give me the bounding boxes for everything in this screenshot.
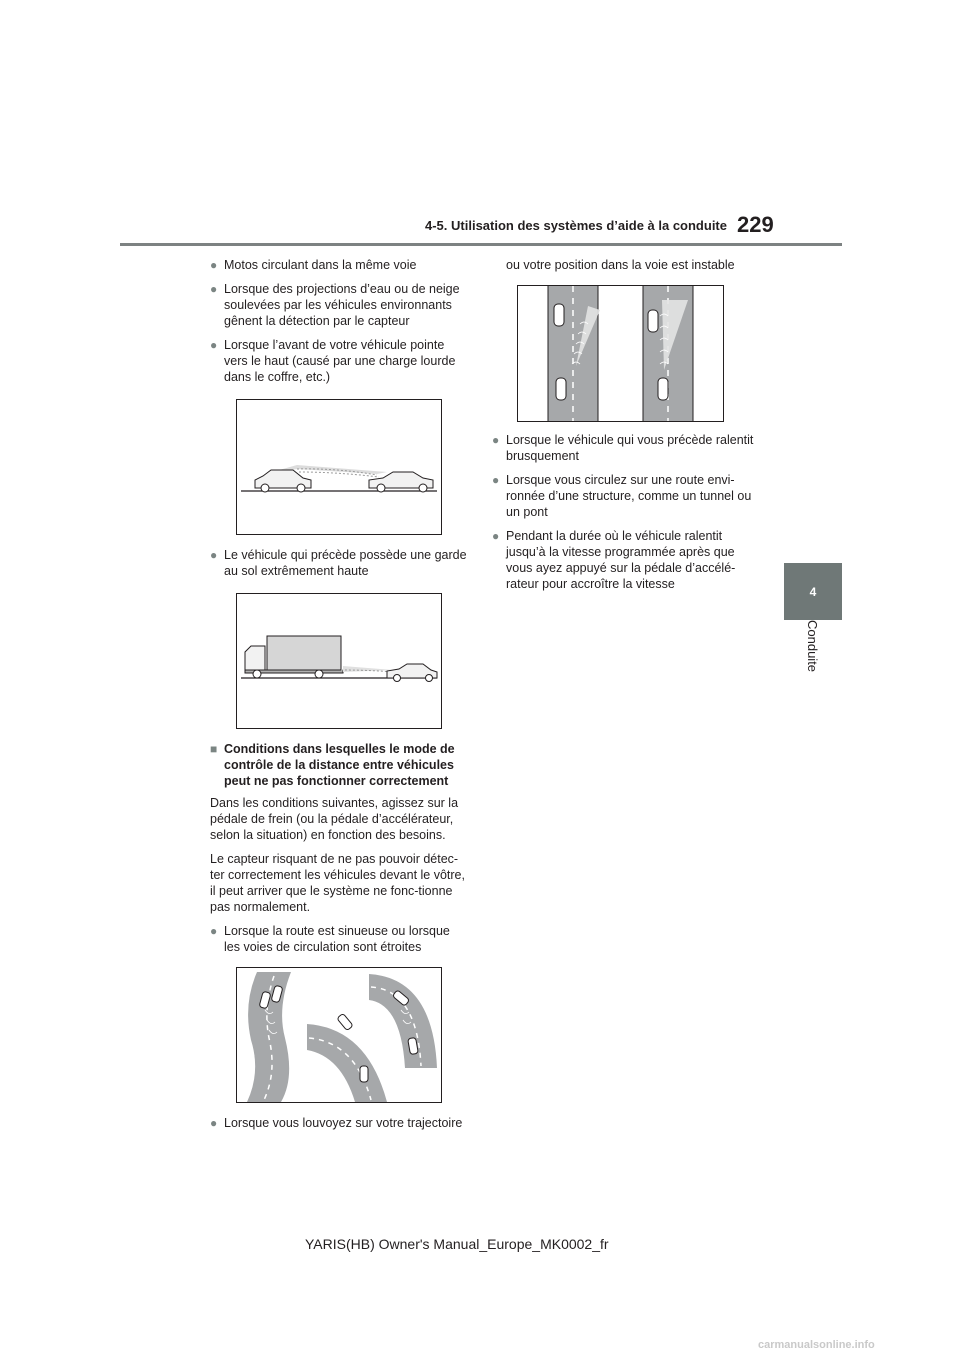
weaving-lanes-illustration	[518, 286, 723, 421]
bullet-icon: ●	[210, 338, 218, 352]
bullet-item	[492, 432, 754, 464]
paragraph: Le capteur risquant de ne pas pouvoir détec-ter correctement les véhicules devant le vôtre, il peut arriver que le système ne fonc-tionne pas normalement.	[210, 852, 465, 914]
footer-manual-id: YARIS(HB) Owner's Manual_Europe_MK0002_fr	[305, 1236, 609, 1252]
heading-text: Conditions dans lesquelles le mode de contrôle de la distance entre véhicules peut ne pas fonctionner correctement	[224, 742, 455, 788]
left-column	[210, 257, 468, 1139]
bullet-icon: ●	[492, 473, 500, 487]
bullet-text: Motos circulant dans la même voie	[224, 258, 417, 272]
bullet-text: Pendant la durée où le véhicule ralentit jusqu’à la vitesse programmée après que vous ayez appuyé sur la pédale d’accélé-rateur pour accroître la vitesse	[506, 529, 736, 591]
car-icon	[387, 664, 437, 682]
leading-car-icon	[369, 472, 433, 492]
bullet-item	[210, 281, 468, 329]
bullet-text: Lorsque vous louvoyez sur votre trajectoire	[224, 1116, 463, 1130]
bullet-item	[210, 1115, 468, 1131]
truck-icon	[245, 636, 343, 678]
bullet-icon: ●	[210, 924, 218, 938]
paragraph: Dans les conditions suivantes, agissez sur la pédale de frein (ou la pédale d’accélérateur, selon la situation) en fonction des besoins.	[210, 796, 459, 842]
continuation-text: ou votre position dans la voie est instable	[506, 258, 735, 272]
figure-weaving-lanes	[517, 285, 724, 422]
bullet-text: Lorsque des projections d’eau ou de neige soulevées par les véhicules environnants gênent la détection par le capteur	[224, 282, 460, 328]
bullet-text: Lorsque la route est sinueuse ou lorsque les voies de circulation sont étroites	[224, 924, 450, 954]
right-column	[492, 257, 754, 600]
bullet-item	[492, 472, 754, 520]
bullet-item	[210, 547, 468, 579]
chapter-tab	[784, 563, 842, 620]
section-heading	[210, 741, 468, 789]
watermark: carmanualsonline.info	[758, 1339, 875, 1351]
header-rule	[120, 243, 842, 246]
bullet-icon: ●	[210, 282, 218, 296]
heading-square-icon: ■	[210, 742, 218, 756]
truck-illustration	[237, 594, 441, 728]
winding-road-illustration	[237, 968, 441, 1102]
bullet-item	[492, 528, 754, 592]
bullet-icon: ●	[492, 529, 500, 543]
chapter-label: Conduite	[805, 620, 820, 673]
chapter-label-container	[805, 620, 825, 700]
figure-nose-up-car	[236, 399, 442, 535]
section-title: 4-5. Utilisation des systèmes d’aide à la conduite	[425, 218, 727, 233]
bullet-text: Lorsque vous circulez sur une route envi-ronnée d’une structure, comme un tunnel ou un pont	[506, 473, 752, 519]
chapter-number: 4	[809, 584, 817, 599]
figure-high-ground-clearance	[236, 593, 442, 729]
bullet-text: Le véhicule qui précède possède une garde au sol extrêmement haute	[224, 548, 467, 578]
bullet-icon: ●	[210, 548, 218, 562]
bullet-text: Lorsque le véhicule qui vous précède ralentit brusquement	[506, 433, 754, 463]
bullet-text: Lorsque l’avant de votre véhicule pointe vers le haut (causé par une charge lourde dans le coffre, etc.)	[224, 338, 456, 384]
bullet-item	[210, 337, 468, 385]
bullet-item	[210, 257, 468, 273]
bullet-icon: ●	[492, 433, 500, 447]
bullet-icon: ●	[210, 1116, 218, 1130]
nose-up-illustration	[237, 400, 441, 534]
following-car-icon	[255, 470, 311, 492]
bullet-icon: ●	[210, 258, 218, 272]
figure-winding-road	[236, 967, 442, 1103]
bullet-item	[210, 923, 468, 955]
page-number: 229	[737, 212, 774, 237]
